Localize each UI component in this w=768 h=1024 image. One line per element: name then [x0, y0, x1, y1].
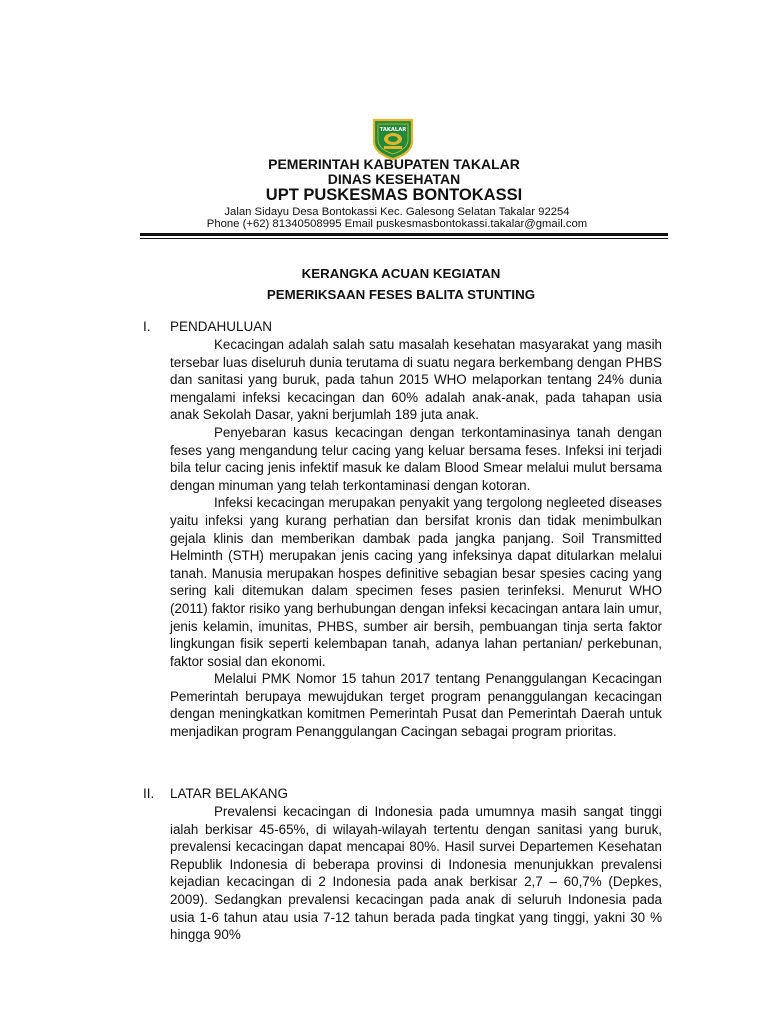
section-body-pendahuluan — [170, 336, 662, 741]
document-subtitle: PEMERIKSAAN FESES BALITA STUNTING — [266, 287, 536, 302]
letterhead-contact: Phone (+62) 81340508995 Email puskesmasbontokassi.takalar@gmail.com — [206, 218, 588, 230]
letterhead-divider-thin — [140, 238, 668, 239]
paragraph: Prevalensi kecacingan di Indonesia pada umumnya masih sangat tinggi ialah berkisar 45-65%, di wilayah-wilayah tertentu dengan sanitasi yang buruk, prevalensi kecacingan dapat mencapai 80%. Hasil survei Departemen Kesehatan Republik Indonesia di beberapa provinsi di Indonesia menunjukkan prevalensi kejadian kecacingan di 2 Indonesia pada anak berkisar 2,7 – 60,7% (Depkes, 2009). Sedangkan prevalensi kecacingan pada anak di seluruh Indonesia pada usia 1-6 tahun atau usia 7-12 tahun berada pada tingkat yang tinggi, yakni 30 % hingga 90% — [170, 804, 662, 943]
section-title: PENDAHULUAN — [170, 319, 273, 334]
section-body-latar-belakang — [170, 803, 662, 944]
takalar-logo — [369, 115, 417, 161]
section-number: I. — [143, 319, 151, 334]
paragraph: Melalui PMK Nomor 15 tahun 2017 tentang Penanggulangan Kecacingan Pemerintah berupaya mewujdukan terget program penanggulangan kecacingan dengan meningkatkan komitmen Pemerintah Pusat dan Pemerintah Daerah untuk menjadikan program Penanggulangan Cacingan sebagai program prioritas. — [170, 671, 662, 740]
paragraph: Penyebaran kasus kecacingan dengan terkontaminasinya tanah dengan feses yang mengandung telur cacing yang keluar bersama feses. Infeksi ini terjadi bila telur cacing jenis infektif masuk ke dalam Blood Smear melalui mulut bersama dengan minuman yang telah terkontaminasi dengan kotoran. — [170, 424, 662, 493]
paragraph: Kecacingan adalah salah satu masalah kesehatan masyarakat yang masih tersebar luas diseluruh dunia terutama di suatu negara berkembang dengan PHBS dan sanitasi yang buruk, pada tahun 2015 WHO melaporkan tentang 24% dunia mengalami infeksi kecacingan dan 60% adalah anak-anak, pada tahapan usia anak Sekolah Dasar, yakni berjumlah 189 juta anak. — [170, 337, 662, 423]
letterhead-institution: UPT PUSKESMAS BONTOKASSI — [265, 186, 523, 204]
letterhead-address: Jalan Sidayu Desa Bontokassi Kec. Galesong Selatan Takalar 92254 — [224, 206, 570, 218]
document-title: KERANGKA ACUAN KEGIATAN — [301, 266, 501, 281]
letterhead-government: PEMERINTAH KABUPATEN TAKALAR — [268, 156, 520, 172]
paragraph: Infeksi kecacingan merupakan penyakit yang tergolong negleeted diseases yaitu infeksi yang kurang perhatian dan bersifat kronis dan tidak menimbulkan gejala klinis dan memberikan dambak pada jangka panjang. Soil Transmitted Helminth (STH) merupakan jenis cacing yang infeksinya dapat ditularkan melalui tanah. Manusia merupakan hospes definitive sebagian besar spesies cacing yang sering kali ditemukan dalam specimen feses pasien terinfeksi. Menurut WHO (2011) faktor risiko yang berhubungan dengan infeksi kecacingan antara lain umur, jenis kelamin, imunitas, PHBS, sumber air bersih, pembuangan tinja serta faktor lingkungan fisik seperti kelembapan tanah, adanya lahan pertanian/ perkebunan, faktor sosial dan ekonomi. — [170, 495, 662, 669]
section-number: II. — [143, 786, 155, 801]
section-title: LATAR BELAKANG — [170, 786, 289, 801]
letterhead-agency: DINAS KESEHATAN — [327, 171, 461, 187]
letterhead-divider — [140, 233, 668, 236]
section-heading-latar-belakang — [143, 785, 288, 803]
section-heading-pendahuluan — [143, 318, 272, 336]
logo-label: TAKALAR — [379, 127, 407, 133]
